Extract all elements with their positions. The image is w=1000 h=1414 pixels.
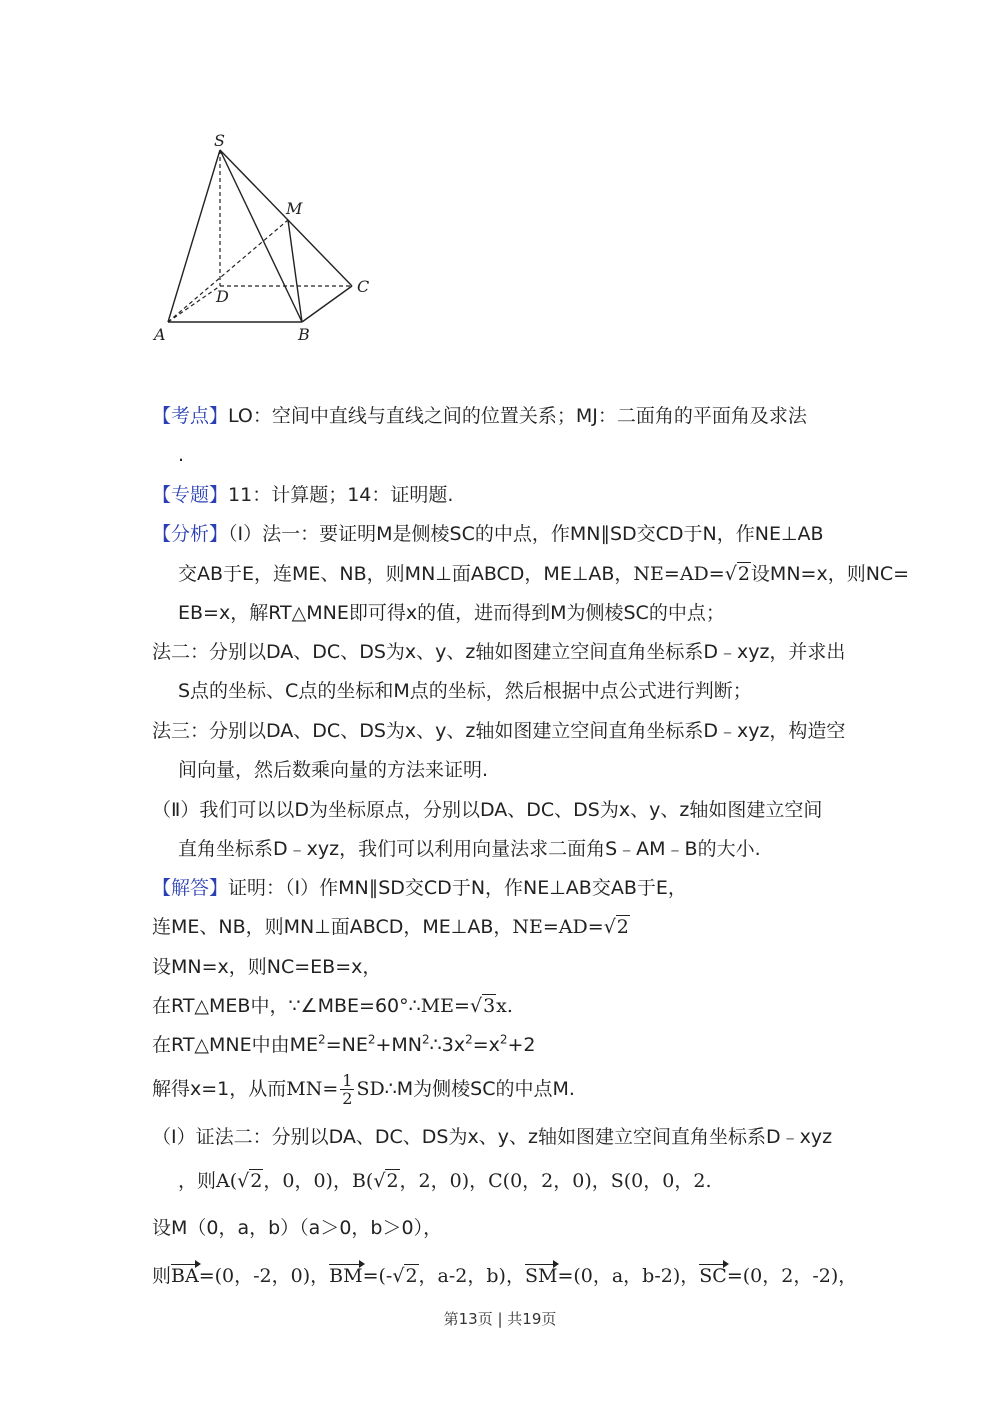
jieda-text-10a: 则 (152, 1265, 172, 1287)
label-b: B (298, 325, 310, 344)
jieda-text-10b: =(0，-2，0)， (198, 1265, 330, 1287)
fenxi-line-8: （Ⅱ）我们可以以D为坐标原点，分别以DA、DC、DS为x、y、z轴如图建立空间 (152, 799, 823, 821)
kaodian-tag: 【考点】 (152, 405, 229, 427)
fraction-denominator: 2 (342, 1089, 353, 1108)
sqrt-2: √2 (724, 563, 750, 585)
sqrt-3: √3 (469, 995, 496, 1017)
sqrt-radicand: 2 (386, 1170, 399, 1192)
jieda-text-6c: SD (356, 1078, 385, 1100)
jieda-text-8d: ，2，0)，C(0，2，0)，S(0，0，2 (399, 1170, 706, 1192)
fenxi-text-2a: 交AB于E，连ME、NB，则MN⊥面ABCD，ME⊥AB， (178, 563, 634, 585)
jieda-text-4a: 在RT△MEB中，∵∠MBE=60°∴ (152, 995, 421, 1017)
label-c: C (357, 277, 370, 296)
jieda-text-10e: =(0，a，b-2)， (557, 1265, 700, 1287)
jieda-text-10f: =(0，2，-2)， (726, 1265, 858, 1287)
fenxi-text-1: （Ⅰ）法一：要证明M是侧棱SC的中点，作MN∥SD交CD于N，作NE⊥AB (228, 523, 824, 545)
jieda-line-3: 设MN=x，则NC=EB=x， (152, 956, 382, 978)
sqrt-radicand: 3 (483, 995, 496, 1017)
jieda-text-8b: A( (216, 1170, 238, 1192)
vector-ba: BA (171, 1265, 199, 1287)
vector-sm: SM (524, 1265, 558, 1287)
jieda-text-5f: +2 (507, 1034, 536, 1056)
sqrt-2: √2 (237, 1170, 263, 1192)
jieda-text-6b: MN= (286, 1078, 339, 1100)
page-footer: 第13页 | 共19页 (443, 1310, 557, 1328)
fenxi-line-9: 直角坐标系D﹣xyz，我们可以利用向量法求二面角S﹣AM﹣B的大小. (178, 838, 761, 860)
jieda-line-5 (152, 1032, 536, 1058)
pyramid-diagram (150, 128, 390, 358)
kaodian-line (152, 403, 807, 429)
jieda-text-4b: ME= (420, 995, 470, 1017)
jieda-text-5b: =NE (325, 1034, 368, 1056)
vector-sc: SC (699, 1265, 727, 1287)
jieda-text-6d: ∴M为侧棱SC的中点M. (384, 1078, 575, 1100)
jieda-text-5a: 在RT△MNE中由ME (152, 1034, 319, 1056)
kaodian-cont: . (178, 444, 185, 466)
fenxi-text-2b: NE=AD= (633, 563, 725, 585)
fenxi-tag: 【分析】 (152, 523, 229, 545)
fenxi-line-5: S点的坐标、C点的坐标和M点的坐标，然后根据中点公式进行判断； (178, 680, 752, 702)
vector-bm: BM (329, 1265, 363, 1287)
label-a: A (154, 325, 166, 344)
jieda-text-5c: +MN (375, 1034, 422, 1056)
fenxi-line-7: 间向量，然后数乘向量的方法来证明. (178, 759, 489, 781)
jieda-text-5d: ∴3x (429, 1034, 466, 1056)
exponent: 2 (499, 1032, 508, 1047)
jieda-text-8a: ，则 (178, 1170, 217, 1192)
sqrt-2: √2 (392, 1265, 418, 1287)
jieda-text-6a: 解得x=1，从而 (152, 1078, 287, 1100)
jieda-line-4 (152, 993, 513, 1019)
fenxi-line-6: 法三：分别以DA、DC、DS为x、y、z轴如图建立空间直角坐标系D﹣xyz，构造空 (152, 720, 846, 742)
jieda-text-8c: ，0，0)，B( (263, 1170, 374, 1192)
sqrt-radicand: 2 (250, 1170, 263, 1192)
kaodian-text: LO：空间中直线与直线之间的位置关系；MJ：二面角的平面角及求法 (228, 405, 807, 427)
jieda-line-9: 设M（0，a，b）（a＞0，b＞0）， (152, 1217, 443, 1239)
jieda-text-8e: . (705, 1170, 712, 1192)
exponent: 2 (422, 1032, 430, 1047)
zhuanti-tag: 【专题】 (152, 484, 229, 506)
fenxi-line-4: 法二：分别以DA、DC、DS为x、y、z轴如图建立空间直角坐标系D﹣xyz，并求出 (152, 641, 846, 663)
jieda-text-10c: =(- (362, 1265, 393, 1287)
jieda-tag: 【解答】 (152, 877, 229, 899)
jieda-line-10 (152, 1263, 857, 1289)
sqrt-radicand: 2 (405, 1265, 418, 1287)
jieda-text-2a: 连ME、NB，则MN⊥面ABCD，ME⊥AB， (152, 916, 513, 938)
zhuanti-text: 11：计算题；14：证明题. (228, 484, 454, 506)
sqrt-radicand: 2 (737, 563, 750, 585)
exponent: 2 (318, 1032, 326, 1047)
zhuanti-line (152, 482, 453, 508)
fraction-numerator: 1 (342, 1071, 353, 1090)
sqrt-radicand: 2 (616, 916, 629, 938)
fraction-one-half (340, 1072, 354, 1107)
exponent: 2 (367, 1032, 376, 1047)
fenxi-line-1 (152, 521, 824, 547)
jieda-text-2b: NE=AD= (512, 916, 604, 938)
exponent: 2 (465, 1032, 473, 1047)
label-s: S (214, 131, 225, 150)
jieda-text-10d: ，a-2，b)， (418, 1265, 525, 1287)
sqrt-2: √2 (603, 916, 629, 938)
label-m: M (286, 199, 303, 218)
jieda-text-5e: =x (472, 1034, 500, 1056)
fenxi-text-2c: 设MN=x，则NC= (750, 563, 910, 585)
sqrt-2: √2 (373, 1170, 399, 1192)
jieda-text-1: 证明：（Ⅰ）作MN∥SD交CD于N，作NE⊥AB交AB于E， (228, 877, 687, 899)
pyramid-figure (150, 128, 390, 358)
jieda-line-2 (152, 914, 630, 940)
jieda-line-1 (152, 875, 687, 901)
jieda-line-7: （Ⅰ）证法二：分别以DA、DC、DS为x、y、z轴如图建立空间直角坐标系D﹣xyz (152, 1126, 833, 1148)
jieda-line-6 (152, 1072, 575, 1107)
jieda-text-4c: x. (496, 995, 513, 1017)
jieda-line-8 (178, 1168, 712, 1194)
fenxi-line-3: EB=x，解RT△MNE即可得x的值，进而得到M为侧棱SC的中点； (178, 602, 725, 624)
fenxi-line-2 (178, 561, 909, 587)
label-d: D (216, 287, 229, 306)
